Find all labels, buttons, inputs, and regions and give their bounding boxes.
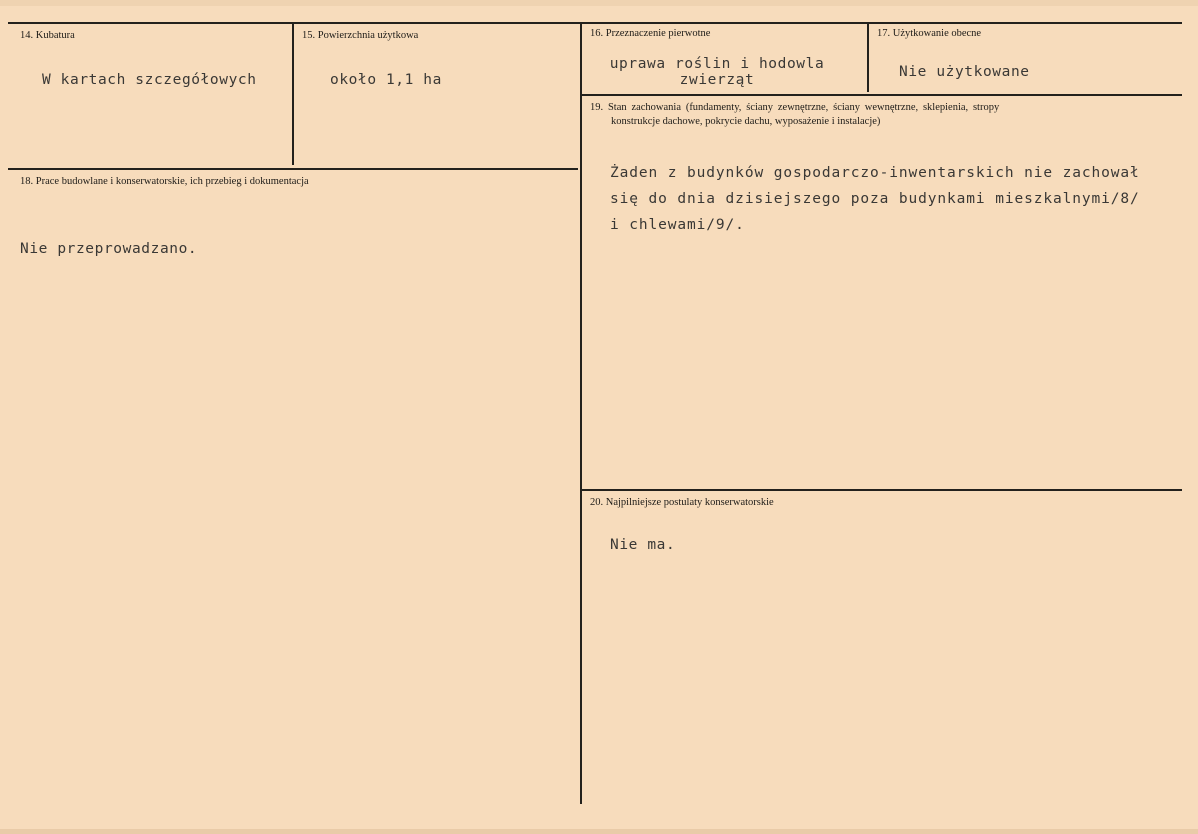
field-18-label: 18. Prace budowlane i konserwatorskie, ich przebieg i dokumentacja — [20, 176, 309, 187]
field-19-value: Żaden z budynków gospodarczo-inwentarskich nie zachował się do dnia dzisiejszego poza budynkami mieszkalnymi/8/ i chlewami/9/. — [610, 165, 1140, 233]
field-14-value: W kartach szczegółowych — [42, 72, 257, 88]
field-20-label: 20. Najpilniejsze postulaty konserwatorskie — [590, 497, 774, 508]
field-19-label-line2: konstrukcje dachowe, pokrycie dachu, wyposażenie i instalacje) — [611, 116, 881, 127]
paper-bottom-edge — [0, 829, 1198, 834]
rule-above-18 — [8, 168, 578, 170]
divider-14-15 — [292, 22, 294, 165]
field-14-label: 14. Kubatura — [20, 30, 75, 41]
field-15-value: około 1,1 ha — [330, 72, 442, 88]
field-15-label: 15. Powierzchnia użytkowa — [302, 30, 419, 41]
field-18-value: Nie przeprowadzano. — [20, 241, 198, 257]
field-16-value: uprawa roślin i hodowla zwierząt — [609, 56, 825, 88]
main-vertical-divider — [580, 22, 582, 804]
field-19-label-line1: 19. Stan zachowania (fundamenty, ściany zewnętrzne, ściany wewnętrzne, sklepienia, stropy — [590, 102, 1000, 113]
rule-above-19 — [582, 94, 1182, 96]
divider-16-17 — [867, 22, 869, 92]
field-17-label: 17. Użytkowanie obecne — [877, 28, 982, 39]
field-17-value: Nie użytkowane — [899, 64, 1030, 80]
field-20-value: Nie ma. — [610, 537, 676, 553]
paper-top-edge — [0, 0, 1198, 6]
rule-above-20 — [582, 489, 1182, 491]
field-16-label: 16. Przeznaczenie pierwotne — [590, 28, 711, 39]
top-rule — [8, 22, 1182, 24]
